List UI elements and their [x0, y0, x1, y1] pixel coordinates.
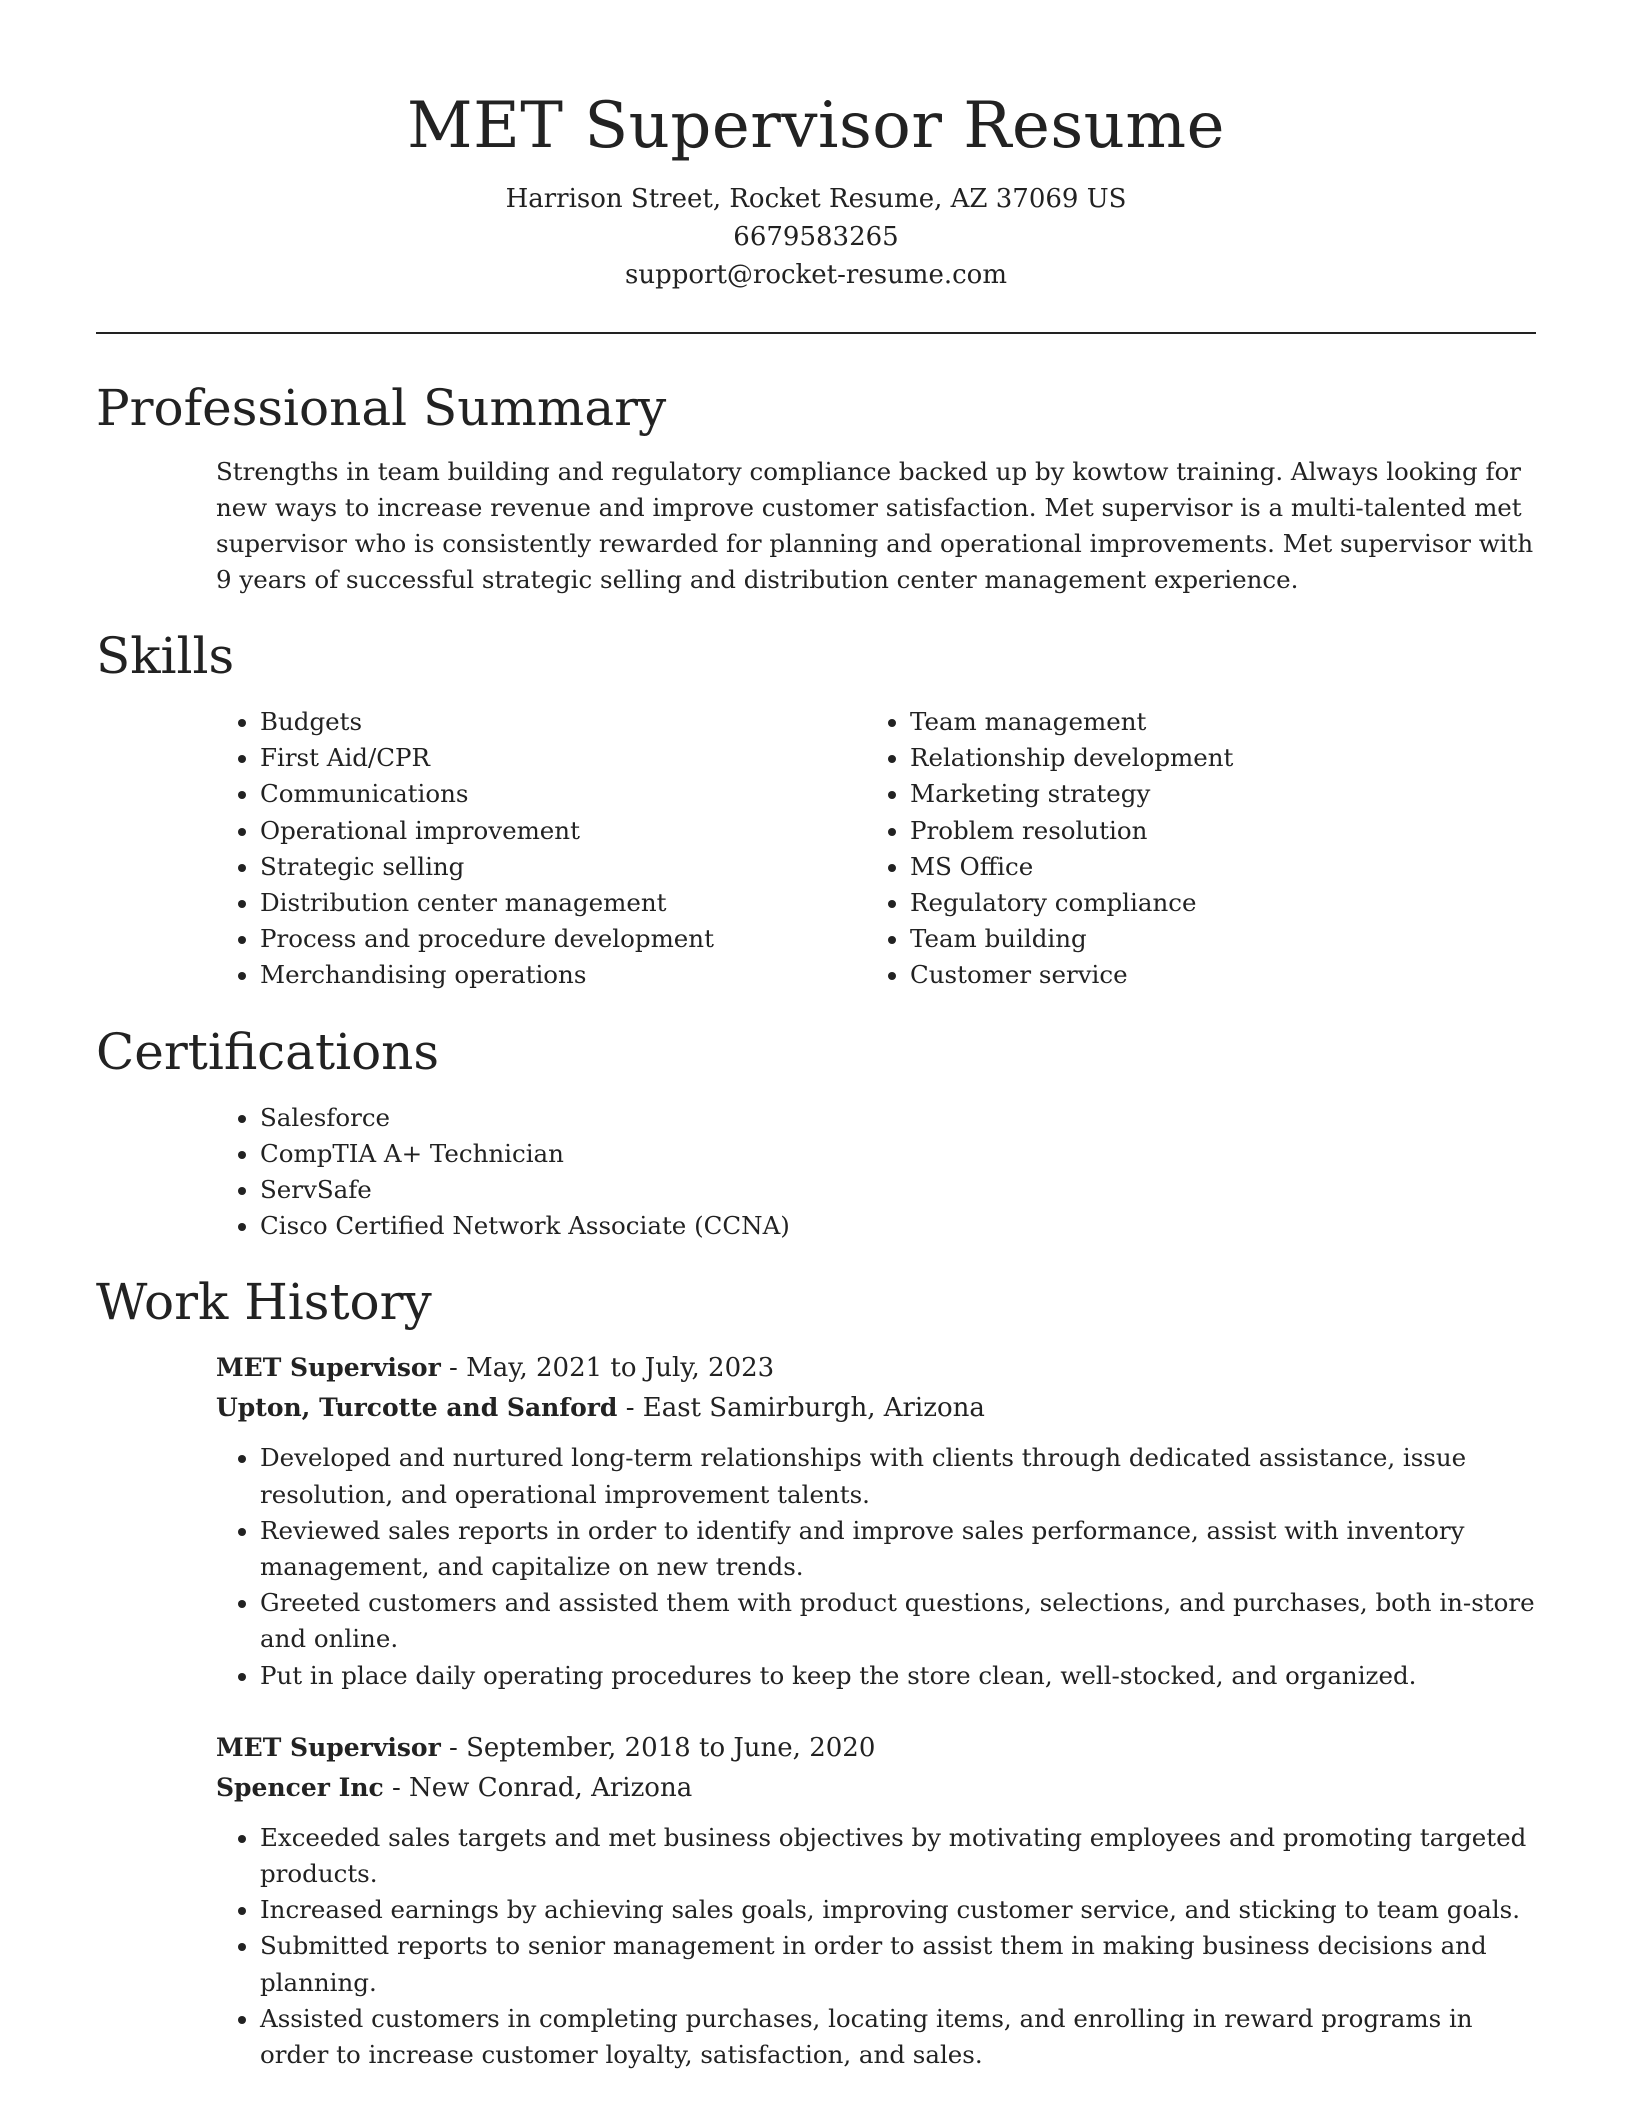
resume-title: MET Supervisor Resume [407, 89, 1225, 163]
skill-item: • Team building [910, 921, 1516, 957]
skill-item: • Communications [260, 776, 866, 812]
header-divider [96, 332, 1536, 334]
job-duty: • Exceeded sales targets and met business objectives by motivating employees and promoting targeted products. [260, 1820, 1536, 1892]
job-company: Upton, Turcotte and Sanford [216, 1393, 618, 1423]
contact-address: Harrison Street, Rocket Resume, AZ 37069 US [505, 184, 1127, 214]
skills-list-right [866, 704, 1516, 994]
skill-item: • Customer service [910, 957, 1516, 993]
certifications-heading: Certifications [96, 1022, 440, 1081]
summary-text: Strengths in team building and regulatory compliance backed up by kowtow training. Always looking for new ways to increase revenue and improve customer satisfaction. Met supervisor is a multi-talented met supervisor who is consistently rewarded for planning and operational improvements. Met supervisor with 9 years of successful strategic selling and distribution center management experience. [216, 457, 1534, 594]
skills-list-left [216, 704, 866, 994]
skill-item: • Relationship development [910, 740, 1516, 776]
job-duty: • Developed and nurtured long-term relationships with clients through dedicated assistance, issue resolution, and operational improvement talents. [260, 1440, 1536, 1512]
job-company: Spencer Inc [216, 1772, 384, 1802]
job-title-line [216, 1348, 1536, 1388]
job-dates: - September, 2018 to June, 2020 [449, 1732, 876, 1763]
job-dates: - May, 2021 to July, 2023 [449, 1353, 775, 1384]
job-duty: • Greeted customers and assisted them with product questions, selections, and purchases, both in-store and online. [260, 1585, 1536, 1657]
skill-item: • Budgets [260, 704, 866, 740]
certifications-list [216, 1100, 1536, 1245]
contact-phone: 6679583265 [733, 222, 899, 252]
certification-item: • Cisco Certified Network Associate (CCNA) [260, 1208, 1536, 1244]
job-duty: • Increased earnings by achieving sales goals, improving customer service, and sticking to team goals. [260, 1892, 1536, 1928]
certification-item: • CompTIA A+ Technician [260, 1136, 1536, 1172]
skill-item: • Team management [910, 704, 1516, 740]
job-company-line [216, 1768, 1536, 1808]
resume-header [96, 0, 1536, 294]
job-duty: • Assisted customers in completing purchases, locating items, and enrolling in reward programs in order to increase customer loyalty, satisfaction, and sales. [260, 2001, 1536, 2073]
work-history-heading: Work History [96, 1273, 432, 1332]
skill-item: • Regulatory compliance [910, 885, 1516, 921]
job-role: MET Supervisor [216, 1732, 441, 1762]
contact-email: support@rocket-resume.com [624, 260, 1007, 290]
job-entry [216, 1728, 1536, 2073]
job-duties-list [216, 1440, 1536, 1693]
skills-grid [216, 704, 1536, 994]
skill-item: • Strategic selling [260, 849, 866, 885]
skill-item: • Distribution center management [260, 885, 866, 921]
contact-block [96, 180, 1536, 294]
skill-item: • Marketing strategy [910, 776, 1516, 812]
skill-item: • Process and procedure development [260, 921, 866, 957]
skills-heading: Skills [96, 627, 235, 685]
summary-heading: Professional Summary [96, 379, 667, 437]
job-duties-list [216, 1820, 1536, 2073]
skill-item: • MS Office [910, 849, 1516, 885]
skill-item: • Problem resolution [910, 813, 1516, 849]
job-location: - New Conrad, Arizona [391, 1772, 693, 1803]
job-entry [216, 1348, 1536, 1693]
job-role: MET Supervisor [216, 1353, 441, 1383]
job-duty: • Reviewed sales reports in order to identify and improve sales performance, assist with inventory management, and capitalize on new trends. [260, 1513, 1536, 1585]
skill-item: • Merchandising operations [260, 957, 866, 993]
job-duty: • Put in place daily operating procedures to keep the store clean, well-stocked, and organized. [260, 1658, 1536, 1694]
job-duty: • Submitted reports to senior management in order to assist them in making business decisions and planning. [260, 1928, 1536, 2000]
job-title-line [216, 1728, 1536, 1768]
skill-item: • Operational improvement [260, 813, 866, 849]
job-location: - East Samirburgh, Arizona [625, 1393, 985, 1424]
certification-item: • ServSafe [260, 1172, 1536, 1208]
job-company-line [216, 1388, 1536, 1428]
certification-item: • Salesforce [260, 1100, 1536, 1136]
skill-item: • First Aid/CPR [260, 740, 866, 776]
